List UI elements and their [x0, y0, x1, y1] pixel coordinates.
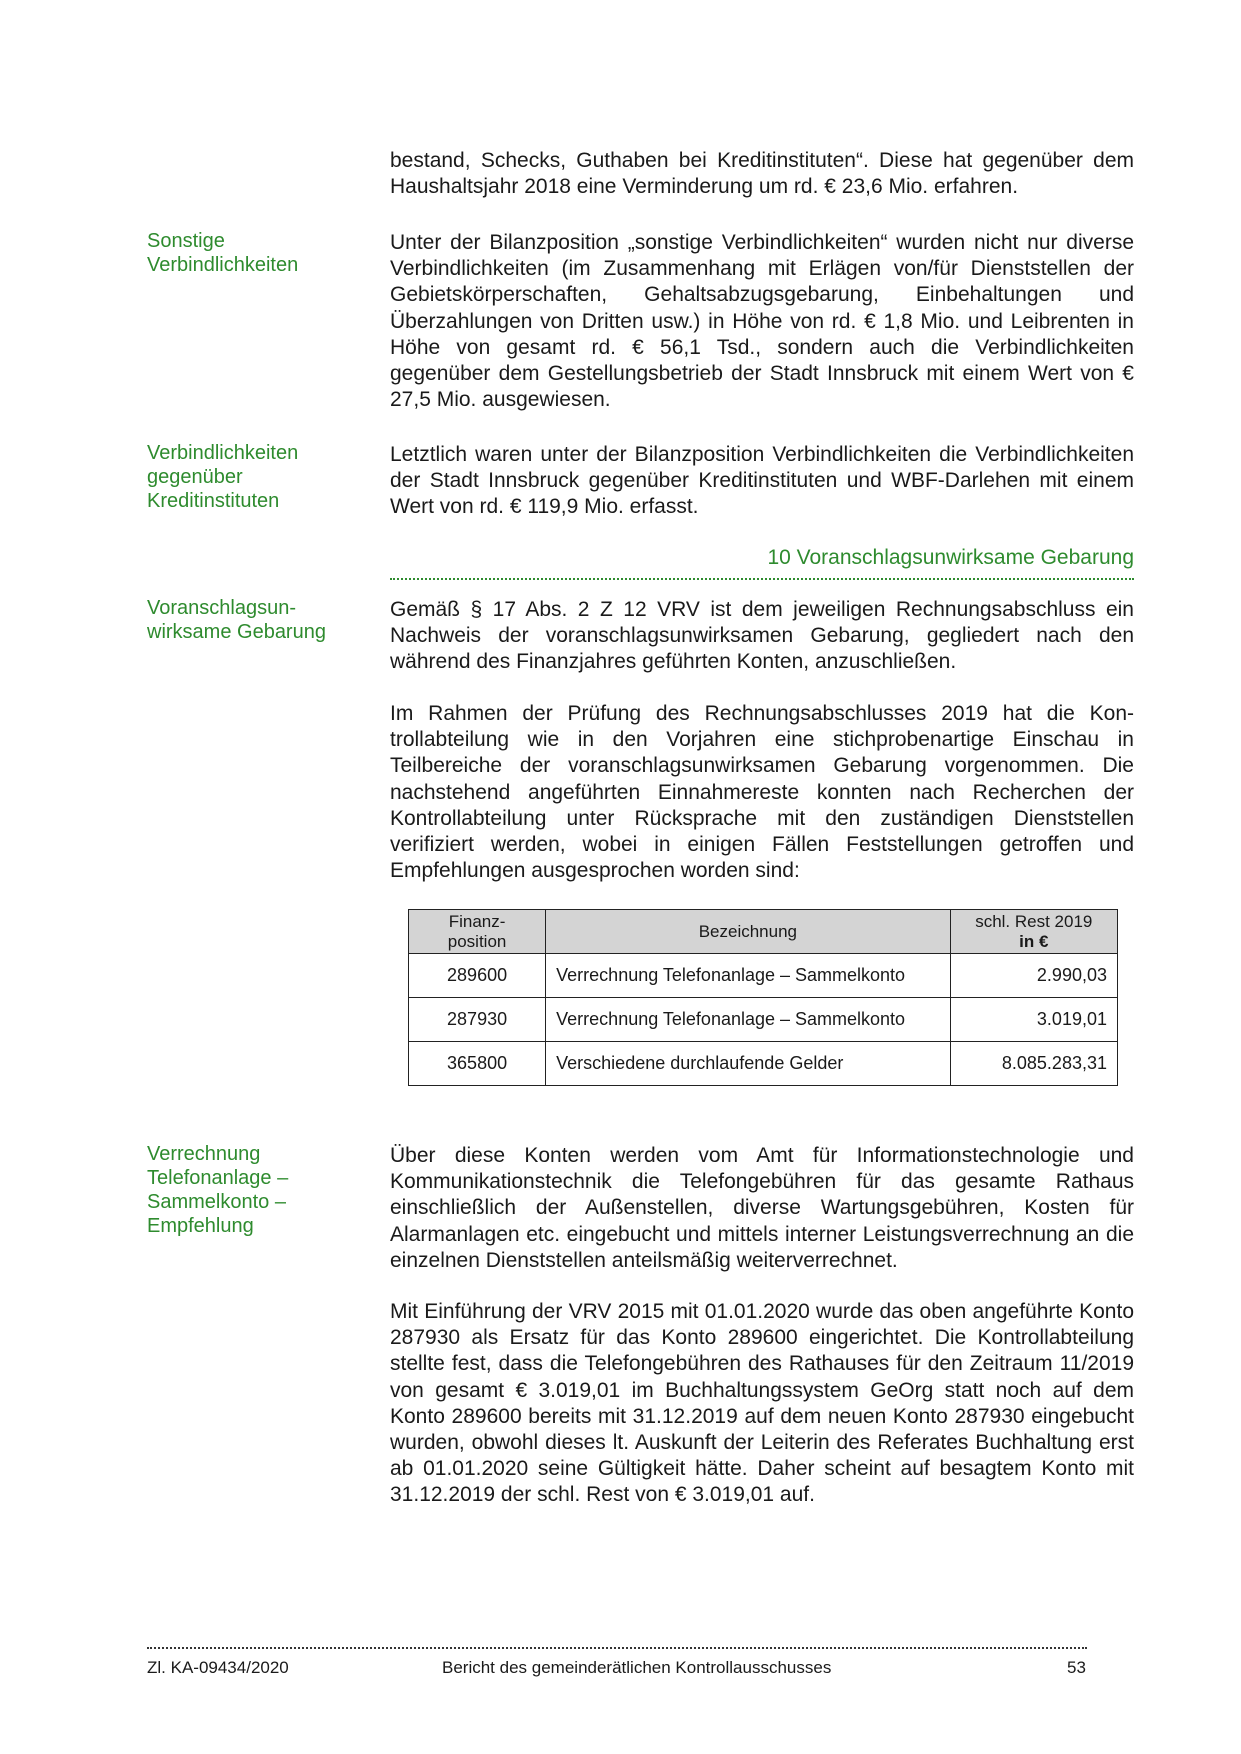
cell-finanzposition: 365800	[409, 1042, 546, 1086]
cell-bezeichnung: Verrechnung Telefonanlage – Sammelkonto	[546, 954, 950, 998]
margin-note-line: Voranschlagsun-	[147, 597, 296, 619]
margin-note-line: wirksame Gebarung	[147, 621, 326, 643]
margin-note-line: Empfehlung	[147, 1215, 254, 1237]
footer-reference: Zl. KA-09434/2020	[147, 1658, 289, 1677]
table-row	[409, 954, 1118, 998]
header-line: Finanz-	[448, 911, 506, 931]
margin-note-line: Sammelkonto –	[147, 1191, 286, 1213]
footer-title: Bericht des gemeinderätlichen Kontrollausschusses	[442, 1658, 832, 1677]
table-row	[409, 1042, 1118, 1086]
paragraph-telefongebuehren: Über diese Konten werden vom Amt für Informationstechnologie und Kommunikationstechnik die Telefongebühren für das gesamte Rathaus einschließlich der Außenstellen, diverse Wartungsgebühren, Kosten für Alarmanlagen etc. eingebucht und mittels interner Leistungsverrechnung an die einzelnen Dienststellen anteilsmäßig weiterverrechnet.	[390, 1144, 1134, 1272]
column-header-bezeichnung: Bezeichnung	[546, 910, 950, 954]
cell-amount: 3.019,01	[950, 998, 1117, 1042]
margin-note-line: gegenüber	[147, 466, 243, 488]
margin-note-kreditinstitute	[147, 441, 357, 513]
margin-note-line: Verbindlichkeiten	[147, 254, 299, 276]
table-header-row	[409, 910, 1118, 954]
cell-amount: 8.085.283,31	[950, 1042, 1117, 1086]
page-number: 53	[1067, 1658, 1086, 1677]
cell-bezeichnung: Verschiedene durchlaufende Gelder	[546, 1042, 950, 1086]
rest-table	[408, 909, 1118, 1086]
margin-note-line: Verrechnung	[147, 1143, 261, 1165]
header-line: position	[447, 931, 507, 951]
paragraph-pruefung: Im Rahmen der Prüfung des Rechnungsabschlusses 2019 hat die Kontrollabteilung wie in den Vorjahren eine stichprobenartige Einschau in Teilbereiche der voranschlagsunwirksamen Gebarung vorgenommen. Die nachstehend angeführten Einnahmereste konnten nach Recherchen der Kontrollabteilung unter Rücksprache mit den zuständigen Dienststellen verifiziert werden, wobei in einigen Fällen Feststellungen getroffen und Empfehlungen ausgesprochen worden sind:	[390, 702, 1134, 883]
margin-note-line: Telefonanlage –	[147, 1167, 289, 1189]
cell-amount: 2.990,03	[950, 954, 1117, 998]
column-header-rest	[950, 910, 1117, 954]
cell-finanzposition: 287930	[409, 998, 546, 1042]
table-row	[409, 998, 1118, 1042]
header-line-unit: in €	[1019, 931, 1049, 951]
section-divider	[390, 578, 1134, 580]
margin-note-sonstige-verbindlichkeiten	[147, 229, 357, 277]
header-line: schl. Rest 2019	[975, 911, 1093, 931]
paragraph-cash-balance: bestand, Schecks, Guthaben bei Kreditinstituten“. Diese hat gegenüber dem Haushaltsjahr 2018 eine Verminderung um rd. € 23,6 Mio. erfahren.	[390, 149, 1134, 199]
paragraph-vrv-nachweis: Gemäß § 17 Abs. 2 Z 12 VRV ist dem jeweiligen Rechnungsabschluss ein Nachweis der voranschlagsunwirksamen Gebarung, gegliedert nach den während des Finanzjahres geführten Konten, anzuschließen.	[390, 598, 1134, 674]
section-heading: 10 Voranschlagsunwirksame Gebarung	[767, 546, 1134, 569]
footer-divider	[147, 1647, 1087, 1649]
paragraph-vrv-2015: Mit Einführung der VRV 2015 mit 01.01.2020 wurde das oben angeführte Konto 287930 als Ersatz für das Konto 289600 eingerichtet. Die Kontrollabteilung stellte fest, dass die Telefongebühren des Rathauses für den Zeitraum 11/2019 von gesamt € 3.019,01 im Buchhaltungssystem GeOrg statt noch auf dem Konto 289600 bereits mit 31.12.2019 auf dem neuen Konto 287930 eingebucht wurden, obwohl dieses lt. Auskunft der Leiterin des Referates Buchhaltung erst ab 01.01.2020 seine Gültigkeit hätte. Daher scheint auf besagtem Konto mit 31.12.2019 der schl. Rest von € 3.019,01 auf.	[390, 1300, 1134, 1507]
margin-note-line: Sonstige	[147, 230, 225, 252]
margin-note-line: Kreditinstituten	[147, 490, 280, 512]
margin-note-telefonanlage	[147, 1142, 357, 1238]
margin-note-voranschlagsunwirksam	[147, 596, 357, 644]
cell-bezeichnung: Verrechnung Telefonanlage – Sammelkonto	[546, 998, 950, 1042]
paragraph-kreditinstitute: Letztlich waren unter der Bilanzposition Verbindlichkeiten die Verbindlichkeiten der Stadt Innsbruck gegenüber Kreditinstituten und WBF-Darlehen mit einem Wert von rd. € 119,9 Mio. erfasst.	[390, 443, 1134, 519]
column-header-finanzposition	[409, 910, 546, 954]
margin-note-line: Verbindlichkeiten	[147, 442, 299, 464]
paragraph-sonstige-verbindlichkeiten: Unter der Bilanzposition „sonstige Verbindlichkeiten“ wurden nicht nur diverse Verbindlichkeiten (im Zusammenhang mit Erlägen von/für Dienststellen der Gebietskörperschaften, Gehaltsabzugsgebarung, Einbehaltungen und Überzahlungen von Dritten usw.) in Höhe von rd. € 1,8 Mio. und Leibrenten in Höhe von gesamt rd. € 56,1 Tsd., sondern auch die Verbindlichkeiten gegenüber dem Gestellungsbetrieb der Stadt Innsbruck mit einem Wert von € 27,5 Mio. ausgewiesen.	[390, 231, 1134, 412]
cell-finanzposition: 289600	[409, 954, 546, 998]
